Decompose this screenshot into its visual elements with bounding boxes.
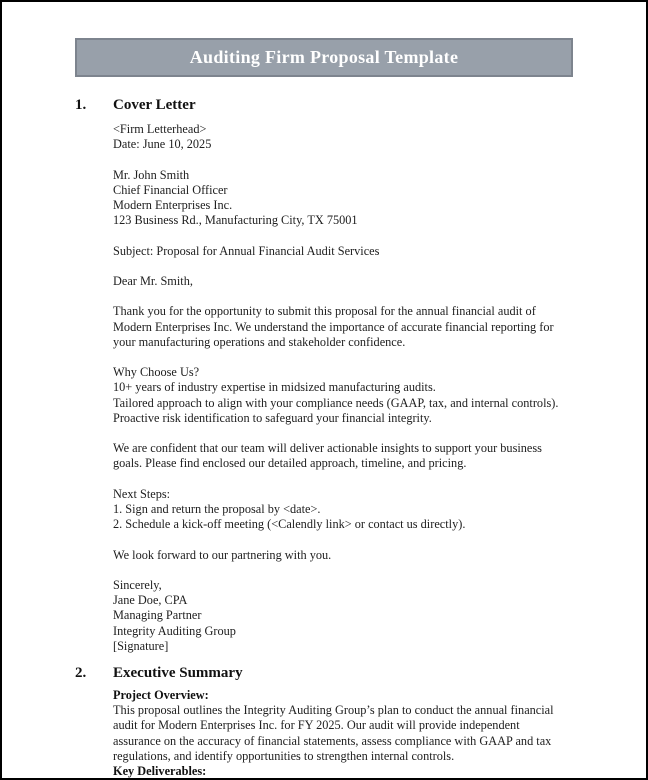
text-line: 2. Schedule a kick-off meeting (<Calendly link> or contact us directly). xyxy=(113,517,466,532)
text-line: audit for Modern Enterprises Inc. for FY 2025. Our audit will provide independent xyxy=(113,718,520,733)
text-line: Project Overview: xyxy=(113,687,209,702)
text-line: your manufacturing operations and stakeholder confidence. xyxy=(113,334,406,349)
text-line: Proactive risk identification to safeguard your financial integrity. xyxy=(113,410,432,425)
section-content xyxy=(113,688,586,779)
text-line: Date: June 10, 2025 xyxy=(113,137,212,152)
document-title-bar xyxy=(75,38,573,77)
text-line: We look forward to our partnering with you. xyxy=(113,547,332,562)
section-number: 2. xyxy=(75,664,87,681)
text-line: Dear Mr. Smith, xyxy=(113,273,193,288)
document-title: Auditing Firm Proposal Template xyxy=(189,47,459,67)
paragraph xyxy=(113,487,586,533)
paragraph xyxy=(113,122,586,152)
text-line: Mr. John Smith xyxy=(113,167,190,182)
document-body xyxy=(2,95,646,779)
text-line: This proposal outlines the Integrity Auditing Group’s plan to conduct the annual financial xyxy=(113,703,554,718)
text-line: Next Steps: xyxy=(113,486,171,501)
text-line: goals. Please find enclosed our detailed approach, timeline, and pricing. xyxy=(113,456,467,471)
paragraph xyxy=(113,244,586,259)
section-title: Executive Summary xyxy=(113,664,243,681)
text-line: <Firm Letterhead> xyxy=(113,122,207,136)
text-line: Key Deliverables: xyxy=(113,763,207,778)
text-line: [Signature] xyxy=(113,638,169,653)
text-line: Modern Enterprises Inc. We understand the importance of accurate financial reporting for xyxy=(113,319,554,334)
section-heading xyxy=(75,663,576,683)
text-line: Modern Enterprises Inc. xyxy=(113,198,233,212)
section-number: 1. xyxy=(75,97,87,113)
text-line: assurance on the accuracy of financial statements, assess compliance with GAAP and tax xyxy=(113,733,552,748)
paragraph xyxy=(113,168,586,229)
section-title: Cover Letter xyxy=(113,97,196,113)
text-line: Integrity Auditing Group xyxy=(113,623,236,638)
text-line: 10+ years of industry expertise in midsized manufacturing audits. xyxy=(113,380,436,395)
text-line: Tailored approach to align with your compliance needs (GAAP, tax, and internal controls). xyxy=(113,395,559,410)
paragraph xyxy=(113,688,586,779)
text-line: Jane Doe, CPA xyxy=(113,593,188,608)
text-line: Sincerely, xyxy=(113,577,162,592)
text-line: Thank you for the opportunity to submit this proposal for the annual financial audit of xyxy=(113,304,536,319)
paragraph xyxy=(113,274,586,289)
paragraph xyxy=(113,304,586,350)
section-heading xyxy=(75,95,576,115)
paragraph xyxy=(113,365,586,426)
text-line: Managing Partner xyxy=(113,608,202,623)
text-line: Subject: Proposal for Annual Financial Audit Services xyxy=(113,243,380,258)
text-line: 123 Business Rd., Manufacturing City, TX 75001 xyxy=(113,213,358,228)
text-line: Why Choose Us? xyxy=(113,365,200,380)
paragraph xyxy=(113,441,586,471)
text-line: 1. Sign and return the proposal by <date>. xyxy=(113,501,321,516)
paragraph xyxy=(113,578,586,654)
text-line: We are confident that our team will deliver actionable insights to support your business xyxy=(113,441,542,456)
paragraph xyxy=(113,548,586,563)
section-content xyxy=(113,122,586,654)
text-line: Chief Financial Officer xyxy=(113,182,228,197)
text-line: regulations, and identify opportunities to strengthen internal controls. xyxy=(113,748,455,763)
